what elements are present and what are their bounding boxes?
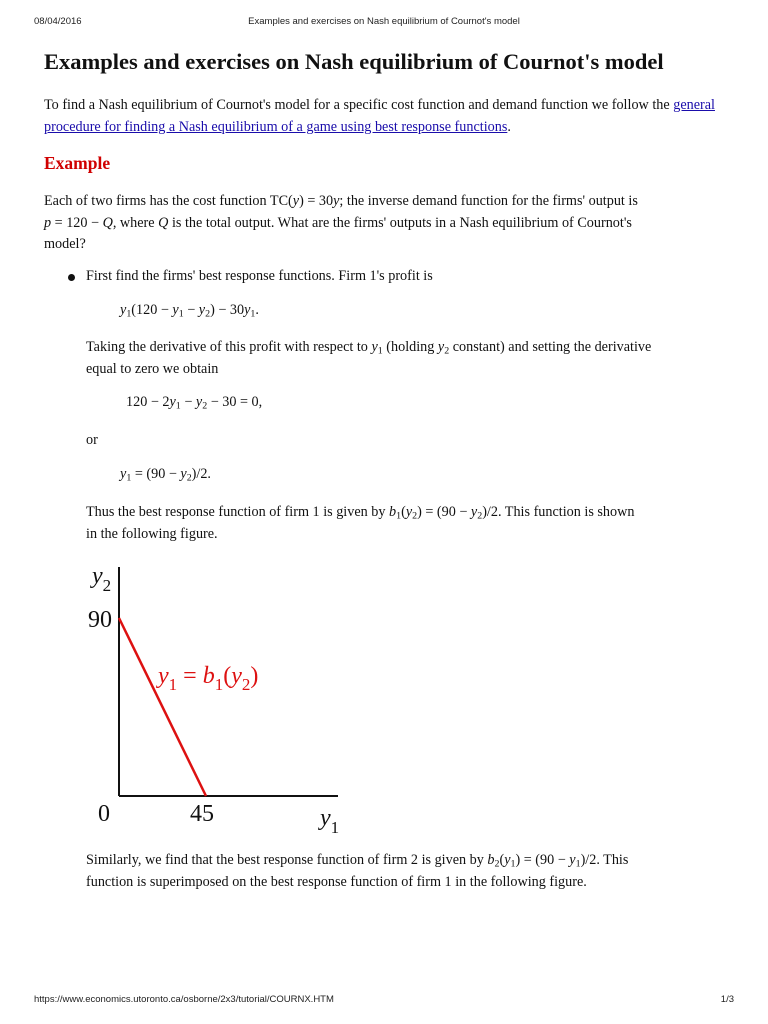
x-axis-label: $y_1$ [320,805,340,837]
y-axis-label: $y_2$ [92,563,112,595]
origin-label: 0 [98,801,110,827]
print-page-title: Examples and exercises on Nash equilibrium of Cournot's model [248,16,520,27]
print-date: 08/04/2016 [34,16,82,27]
intro-text-before: To find a Nash equilibrium of Cournot's model for a specific cost function and demand function we follow the [44,97,674,113]
bullet-text: First find the firms' best response functions. Firm 1's profit is [86,268,433,284]
intro-text-after: . [507,118,511,135]
best-response-paragraph: Thus the best response function of firm 1 is given by $b_1(y_2) = (90 - y_2)/2$. This function is shown in the following figure. [86,504,635,542]
y-intercept-label: 90 [88,607,112,633]
foc-equation: $120 - 2y_1 - y_2 - 30 = 0$, [126,394,263,412]
similarly-paragraph: Similarly, we find that the best response function of firm 2 is given by $b_2(y_1) = (90 - y_1)/2$. This function is superimposed on the best response function of firm 1 in the following figure. [86,852,629,890]
procedure-link[interactable]: general procedure for finding a Nash equilibrium of a game using best response functions [44,97,715,135]
intro-paragraph [44,95,728,138]
derivative-paragraph: Taking the derivative of this profit with respect to $y_1$ (holding $y_2$ constant) and setting the derivative equal to zero we obtain [86,339,652,377]
or-text: or [86,432,98,448]
line-label: $y_1 = b_1(y_2)$ [158,663,259,694]
best-response-line [119,618,206,796]
page-title: Examples and exercises on Nash equilibrium of Cournot's model [44,49,664,74]
best-response-equation: $y_1 = (90 - y_2)/2$. [120,466,211,484]
print-url: https://www.economics.utoronto.ca/osborne/2x3/tutorial/COURNX.HTM [34,994,334,1005]
print-page-number: 1/3 [720,994,734,1005]
bullet-dot [68,274,75,281]
best-response-figure [80,555,370,840]
x-intercept-label: 45 [190,801,214,827]
example-heading: Example [44,153,111,173]
profit-equation: $y_1(120 - y_1 - y_2) - 30y_1$. [120,302,259,320]
example-paragraph: Each of two firms has the cost function TC(y) = 30y; the inverse demand function for the firms' output is p = 120 − Q, where Q is the total output. What are the firms' outputs in a Nash equilibrium of Cournot's model? [44,193,638,252]
